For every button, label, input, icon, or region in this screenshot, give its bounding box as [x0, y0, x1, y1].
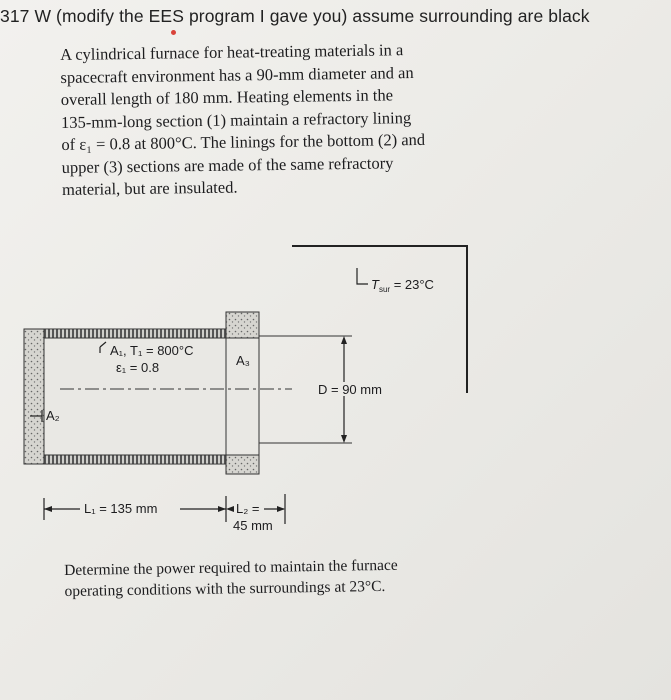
l1-arrowhead-right [218, 506, 226, 512]
d-label: D = 90 mm [318, 382, 382, 397]
l1-label: L₁ = 135 mm [84, 501, 158, 516]
problem-line: of ε₁ = 0.8 at 800°C. The linings for the bottom (2) and [61, 129, 426, 154]
l2-value: 45 mm [233, 518, 273, 533]
problem-line: 135-mm-long section (1) maintain a refractory lining [60, 107, 412, 132]
l2-arrowhead-left [226, 506, 234, 512]
problem-line: overall length of 180 mm. Heating elements in the [60, 85, 394, 109]
a1-label: A₁, T₁ = 800°C [110, 343, 194, 358]
question-line: operating conditions with the surroundings at 23°C. [64, 577, 386, 600]
upper-section-top [226, 312, 259, 338]
eps-label: ε₁ = 0.8 [116, 360, 160, 375]
problem-line: A cylindrical furnace for heat-treating materials in a [60, 40, 404, 64]
d-arrowhead-bottom [341, 435, 347, 443]
bottom-cap [24, 329, 44, 464]
l1-arrowhead-left [44, 506, 52, 512]
d-arrowhead-top [341, 336, 347, 344]
t-sur-leader [357, 268, 368, 284]
problem-line: upper (3) sections are made of the same refractory [61, 152, 394, 177]
a3-label: A₃ [236, 353, 250, 368]
question-line: Determine the power required to maintain the furnace [64, 556, 398, 579]
problem-line: material, but are insulated. [61, 177, 238, 199]
surroundings-wall [292, 246, 467, 393]
question-statement [64, 553, 515, 602]
problem-header: 317 W (modify the EES program I gave you) assume surrounding are black [0, 6, 590, 26]
heated-lining-top [44, 329, 226, 338]
l2-arrowhead-right [277, 506, 285, 512]
l2-label: L₂ = [236, 501, 260, 516]
problem-line: spacecraft environment has a 90-mm diameter and an [60, 62, 414, 87]
heated-lining-bottom [44, 455, 226, 464]
t-sur-label: $T_{sur} = 23^\circ C$ [371, 277, 434, 294]
a2-label: A₂ [46, 408, 60, 423]
